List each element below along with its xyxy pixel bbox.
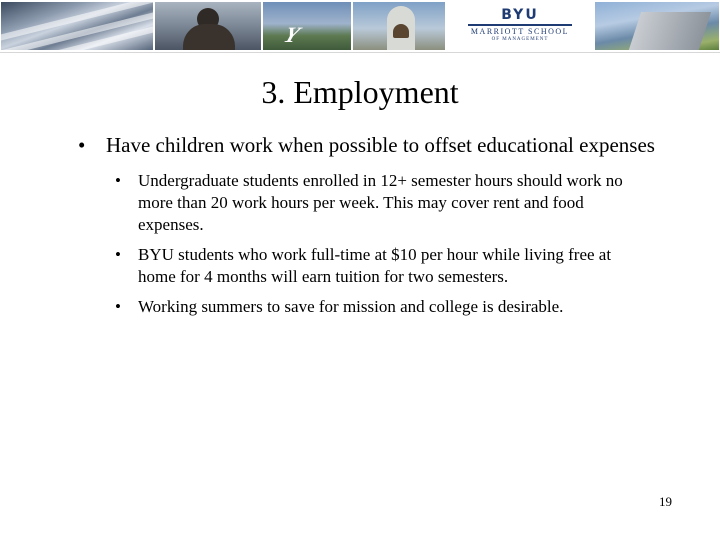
bullet-icon: • <box>78 133 86 157</box>
bell-icon <box>393 24 409 38</box>
banner-photo-bell-tower <box>353 2 445 50</box>
banner-divider <box>0 52 720 53</box>
sub-bullet-list <box>78 170 678 318</box>
logo-brand: BYU <box>501 7 539 23</box>
sub-bullet-item <box>115 244 648 288</box>
sub-bullet-item <box>115 296 648 318</box>
slide-title: 3. Employment <box>261 74 459 110</box>
banner-photo-building <box>595 2 719 50</box>
logo-school: MARRIOTT SCHOOL <box>470 27 570 36</box>
byu-marriott-logo <box>447 2 593 50</box>
sub-bullet-text: Undergraduate students enrolled in 12+ semester hours should work no more than 20 work hours per week. This may cover rent and food expenses. <box>138 171 623 234</box>
bullet-icon: • <box>115 245 121 264</box>
sub-bullet-item <box>115 170 648 236</box>
slide-body <box>78 132 678 326</box>
page-number: 19 <box>659 494 672 509</box>
bullet-icon: • <box>115 171 121 190</box>
header-banner <box>0 0 720 52</box>
bullet-icon: • <box>115 297 121 316</box>
logo-subline: OF MANAGEMENT <box>491 37 549 42</box>
sub-bullet-text: Working summers to save for mission and college is desirable. <box>138 297 564 316</box>
bullet-item <box>78 132 678 158</box>
banner-photo-y-mountain: Y <box>263 2 351 50</box>
banner-photo-architecture <box>1 2 153 50</box>
sub-bullet-text: BYU students who work full-time at $10 per hour while living free at home for 4 months will earn tuition for two semesters. <box>138 245 612 286</box>
banner-photo-statue <box>155 2 261 50</box>
bullet-text: Have children work when possible to offset educational expenses <box>106 133 655 157</box>
